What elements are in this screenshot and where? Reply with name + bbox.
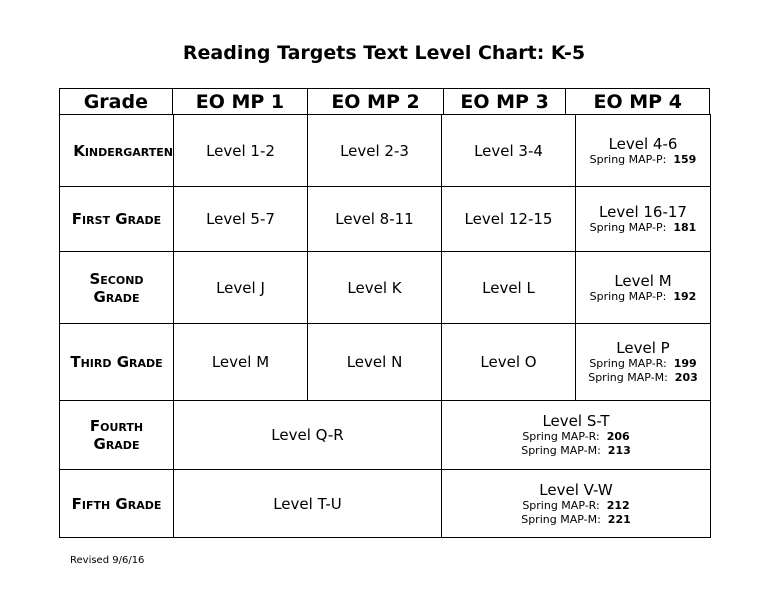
mp34-span-cell — [442, 470, 711, 538]
level-cell: Level O — [442, 324, 576, 401]
map-label: Spring MAP-P: — [589, 221, 667, 234]
level-span-cell: Level Q-R — [174, 401, 442, 470]
table-row — [60, 115, 711, 187]
level-cell: Level 3-4 — [442, 115, 576, 187]
level-cell: Level L — [442, 252, 576, 324]
level-cell: Level J — [174, 252, 308, 324]
map-score: 221 — [607, 512, 631, 526]
level-cell: Level 5-7 — [174, 187, 308, 252]
table-row — [60, 252, 711, 324]
map-note — [576, 290, 710, 304]
map-label: Spring MAP-M: — [521, 444, 601, 457]
map-note — [442, 499, 710, 513]
map-score: 212 — [606, 498, 630, 512]
level-cell: Level M — [174, 324, 308, 401]
level-cell: Level 1-2 — [174, 115, 308, 187]
map-note — [576, 357, 710, 371]
map-note — [576, 371, 710, 385]
map-score: 159 — [673, 152, 697, 166]
mp4-cell — [576, 187, 711, 252]
map-label: Spring MAP-M: — [588, 371, 668, 384]
map-label: Spring MAP-P: — [589, 152, 667, 166]
mp4-level: Level 16-17 — [599, 203, 687, 221]
page-title: Reading Targets Text Level Chart: K-5 — [182, 42, 586, 64]
map-note — [442, 513, 710, 527]
reading-level-table — [59, 114, 711, 538]
mp4-cell — [576, 252, 711, 324]
grade-third: Third Grade — [60, 324, 174, 401]
level-cell: Level N — [308, 324, 442, 401]
mp34-span-cell — [442, 401, 711, 470]
grade-label: Kindergarten — [73, 141, 173, 160]
map-label: Spring MAP-R: — [522, 498, 600, 512]
header-eo-mp-4: EO MP 4 — [593, 90, 682, 113]
grade-label: Second Grade — [89, 269, 144, 306]
level-span-cell: Level T-U — [174, 470, 442, 538]
table-row — [60, 401, 711, 470]
mp4-cell — [576, 115, 711, 187]
span-level: Level S-T — [542, 412, 610, 430]
map-note — [442, 444, 710, 458]
table-row — [60, 470, 711, 538]
grade-fourth — [60, 401, 174, 470]
map-score: 192 — [673, 289, 697, 303]
map-score: 199 — [673, 357, 697, 370]
level-cell: Level 8-11 — [308, 187, 442, 252]
span-level: Level V-W — [539, 480, 613, 499]
grade-fifth: Fifth Grade — [60, 470, 174, 538]
table-row — [60, 324, 711, 401]
map-label: Spring MAP-R: — [589, 357, 667, 370]
map-note — [576, 221, 710, 235]
map-score: 203 — [674, 371, 698, 384]
mp4-cell — [576, 324, 711, 401]
grade-first: First Grade — [60, 187, 174, 252]
header-grade: Grade — [60, 89, 173, 114]
mp4-level: Level 4-6 — [608, 134, 678, 153]
header-eo-mp-3: EO MP 3 — [444, 89, 567, 114]
map-label: Spring MAP-M: — [521, 512, 601, 526]
grade-kindergarten — [60, 115, 174, 187]
mp4-level: Level P — [616, 339, 670, 357]
map-note — [442, 430, 710, 444]
map-label: Spring MAP-R: — [522, 430, 600, 443]
map-score: 213 — [607, 444, 631, 457]
table-header — [59, 88, 710, 115]
map-score: 206 — [606, 430, 630, 443]
level-cell: Level 2-3 — [308, 115, 442, 187]
grade-label: Fourth Grade — [89, 417, 144, 453]
header-eo-mp-2: EO MP 2 — [308, 89, 444, 114]
map-note — [576, 153, 710, 167]
mp4-level: Level M — [614, 271, 672, 290]
header-eo-mp-1: EO MP 1 — [173, 89, 309, 114]
level-cell: Level K — [308, 252, 442, 324]
revised-date: Revised 9/6/16 — [70, 555, 145, 566]
map-label: Spring MAP-P: — [589, 289, 667, 303]
level-cell: Level 12-15 — [442, 187, 576, 252]
map-score: 181 — [673, 221, 697, 234]
grade-second — [60, 252, 174, 324]
table-row — [60, 187, 711, 252]
